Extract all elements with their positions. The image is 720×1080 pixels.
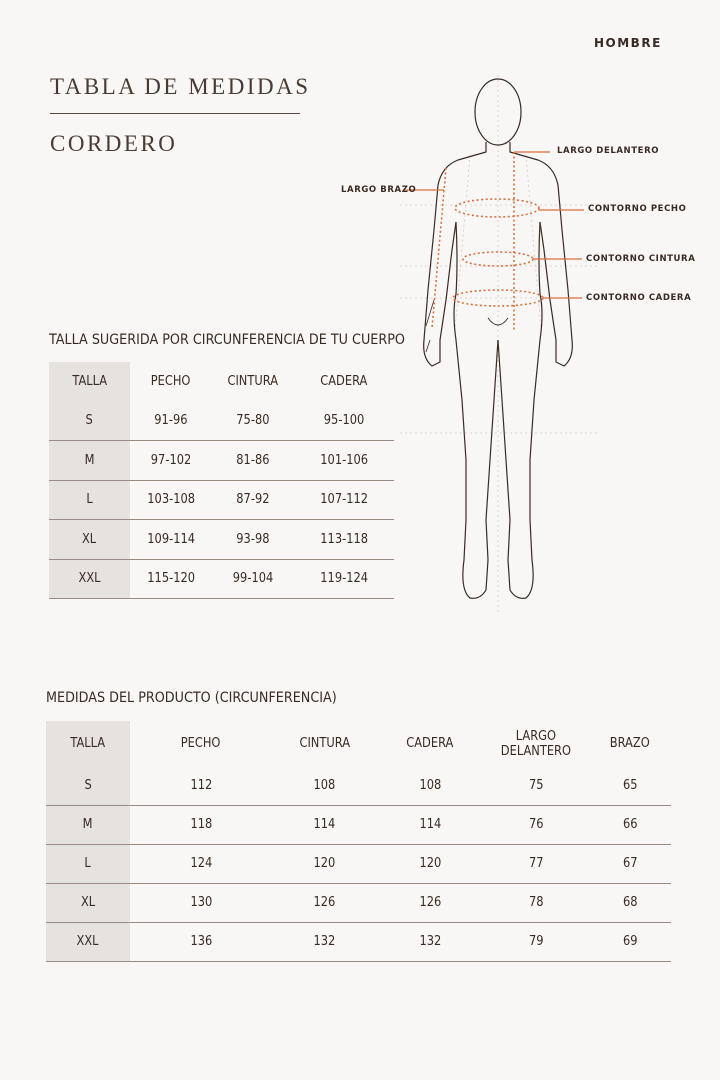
cell-text: 87-92 xyxy=(236,492,270,508)
cell-text: S xyxy=(84,777,92,793)
header-cell xyxy=(46,721,130,766)
value-cell xyxy=(589,844,671,883)
cell-text: 124 xyxy=(190,856,212,871)
cell-text: 109-114 xyxy=(147,531,195,547)
value-cell xyxy=(589,766,671,805)
value-cell xyxy=(483,844,589,883)
size-cell xyxy=(49,441,130,481)
title-divider xyxy=(50,113,300,114)
cell-text: XL xyxy=(80,895,96,910)
table-header-row xyxy=(46,721,671,766)
value-cell xyxy=(130,401,212,441)
header-cell xyxy=(483,721,589,766)
cell-text: L xyxy=(84,856,92,871)
cell-text: 67 xyxy=(622,856,638,871)
cell-text: 126 xyxy=(313,895,336,910)
product-table-heading: MEDIDAS DEL PRODUCTO (CIRCUNFERENCIA) xyxy=(46,690,337,706)
value-cell xyxy=(272,922,377,961)
value-cell xyxy=(130,922,272,961)
table-row xyxy=(49,520,394,560)
cell-text: 75-80 xyxy=(236,413,270,428)
cell-text: 119-124 xyxy=(320,571,368,587)
table-row xyxy=(46,883,671,922)
cell-text: L xyxy=(86,492,93,508)
header-label: TALLA xyxy=(70,736,106,751)
cell-text: XL xyxy=(82,531,97,547)
header-cell xyxy=(130,721,272,766)
table-row xyxy=(49,401,394,441)
callout-contorno-pecho: CONTORNO PECHO xyxy=(588,204,687,214)
value-cell xyxy=(212,559,294,599)
value-cell xyxy=(589,922,671,961)
cell-text: 75 xyxy=(528,777,544,793)
cell-text: 95-100 xyxy=(323,413,365,428)
cell-text: M xyxy=(83,817,93,832)
table-row xyxy=(46,766,671,805)
size-cell xyxy=(46,844,130,883)
header-label: PECHO xyxy=(151,374,191,389)
header-label: PECHO xyxy=(181,736,221,751)
page-title: TABLA DE MEDIDAS xyxy=(50,74,311,99)
cell-text: 76 xyxy=(528,817,544,832)
callout-largo-delantero: LARGO DELANTERO xyxy=(557,146,660,156)
table-row xyxy=(46,922,671,961)
table-row xyxy=(49,480,394,520)
header-label: CADERA xyxy=(406,736,454,751)
value-cell xyxy=(294,559,394,599)
table-row xyxy=(49,559,394,599)
value-cell xyxy=(483,805,589,844)
header-cell xyxy=(212,362,294,401)
cell-text: 69 xyxy=(622,934,638,949)
value-cell xyxy=(130,844,272,883)
value-cell xyxy=(377,922,483,961)
cell-text: 79 xyxy=(528,934,544,949)
cell-text: XXL xyxy=(78,571,101,587)
cell-text: 120 xyxy=(313,856,336,871)
callout-contorno-cintura: CONTORNO CINTURA xyxy=(586,254,696,264)
cell-text: 97-102 xyxy=(150,452,192,468)
value-cell xyxy=(377,766,483,805)
value-cell xyxy=(212,520,294,560)
value-cell xyxy=(483,922,589,961)
product-name: CORDERO xyxy=(50,131,178,156)
header-label: TALLA xyxy=(72,374,107,389)
cell-text: 114 xyxy=(419,817,441,832)
cell-text: 126 xyxy=(419,895,441,910)
callout-contorno-cadera: CONTORNO CADERA xyxy=(586,293,692,303)
value-cell xyxy=(294,401,394,441)
cell-text: 103-108 xyxy=(147,492,195,508)
header-cell xyxy=(589,721,671,766)
cell-text: 81-86 xyxy=(236,452,270,468)
header-cell xyxy=(130,362,212,401)
value-cell xyxy=(294,520,394,560)
cell-text: M xyxy=(84,452,95,468)
value-cell xyxy=(130,520,212,560)
value-cell xyxy=(377,805,483,844)
cell-text: 115-120 xyxy=(147,571,195,587)
size-cell xyxy=(49,559,130,599)
value-cell xyxy=(130,480,212,520)
cell-text: S xyxy=(85,413,94,428)
cell-text: 120 xyxy=(419,856,441,871)
cell-text: 91-96 xyxy=(154,413,188,428)
value-cell xyxy=(130,559,212,599)
cell-text: 108 xyxy=(313,777,336,793)
cell-text: 77 xyxy=(528,856,544,871)
value-cell xyxy=(377,844,483,883)
value-cell xyxy=(212,401,294,441)
value-cell xyxy=(377,883,483,922)
cell-text: 132 xyxy=(313,934,336,949)
value-cell xyxy=(294,441,394,481)
cell-text: 68 xyxy=(622,895,638,910)
cell-text: XXL xyxy=(76,934,100,949)
table-row xyxy=(46,805,671,844)
header-label: CADERA xyxy=(320,374,368,389)
callout-largo-brazo: LARGO BRAZO xyxy=(341,185,417,195)
value-cell xyxy=(272,844,377,883)
cell-text: 99-104 xyxy=(232,571,274,587)
value-cell xyxy=(272,805,377,844)
product-measurements-table xyxy=(46,721,671,962)
value-cell xyxy=(130,766,272,805)
gender-label: HOMBRE xyxy=(594,36,662,50)
table-row xyxy=(46,844,671,883)
size-cell xyxy=(49,520,130,560)
cell-text: 112 xyxy=(190,777,212,793)
body-table-heading: TALLA SUGERIDA POR CIRCUNFERENCIA DE TU CUERPO xyxy=(49,332,405,348)
size-cell xyxy=(49,401,130,441)
header-cell xyxy=(49,362,130,401)
value-cell xyxy=(272,883,377,922)
cell-text: 66 xyxy=(622,817,638,832)
header-label: CINTURA xyxy=(299,736,350,751)
value-cell xyxy=(130,883,272,922)
size-cell xyxy=(46,805,130,844)
value-cell xyxy=(589,883,671,922)
table-header-row xyxy=(49,362,394,401)
cell-text: 101-106 xyxy=(320,452,368,468)
value-cell xyxy=(294,480,394,520)
size-cell xyxy=(46,883,130,922)
header-label: BRAZO xyxy=(609,736,651,751)
value-cell xyxy=(212,480,294,520)
size-cell xyxy=(46,766,130,805)
cell-text: 136 xyxy=(190,934,212,949)
cell-text: 114 xyxy=(313,817,336,832)
cell-text: 108 xyxy=(419,777,441,793)
value-cell xyxy=(272,766,377,805)
cell-text: 118 xyxy=(190,817,212,832)
size-cell xyxy=(49,480,130,520)
cell-text: 113-118 xyxy=(320,531,368,547)
value-cell xyxy=(130,441,212,481)
header-label: CINTURA xyxy=(227,374,279,389)
header-label: LARGO DELANTERO xyxy=(500,728,572,759)
header-cell xyxy=(377,721,483,766)
cell-text: 78 xyxy=(528,895,544,910)
value-cell xyxy=(483,883,589,922)
size-cell xyxy=(46,922,130,961)
value-cell xyxy=(130,805,272,844)
header-cell xyxy=(272,721,377,766)
value-cell xyxy=(589,805,671,844)
header-cell xyxy=(294,362,394,401)
cell-text: 93-98 xyxy=(236,531,270,547)
body-size-table xyxy=(49,362,394,599)
cell-text: 65 xyxy=(622,777,638,793)
cell-text: 132 xyxy=(419,934,441,949)
cell-text: 107-112 xyxy=(320,492,368,508)
value-cell xyxy=(483,766,589,805)
value-cell xyxy=(212,441,294,481)
table-row xyxy=(49,441,394,481)
cell-text: 130 xyxy=(190,895,212,910)
